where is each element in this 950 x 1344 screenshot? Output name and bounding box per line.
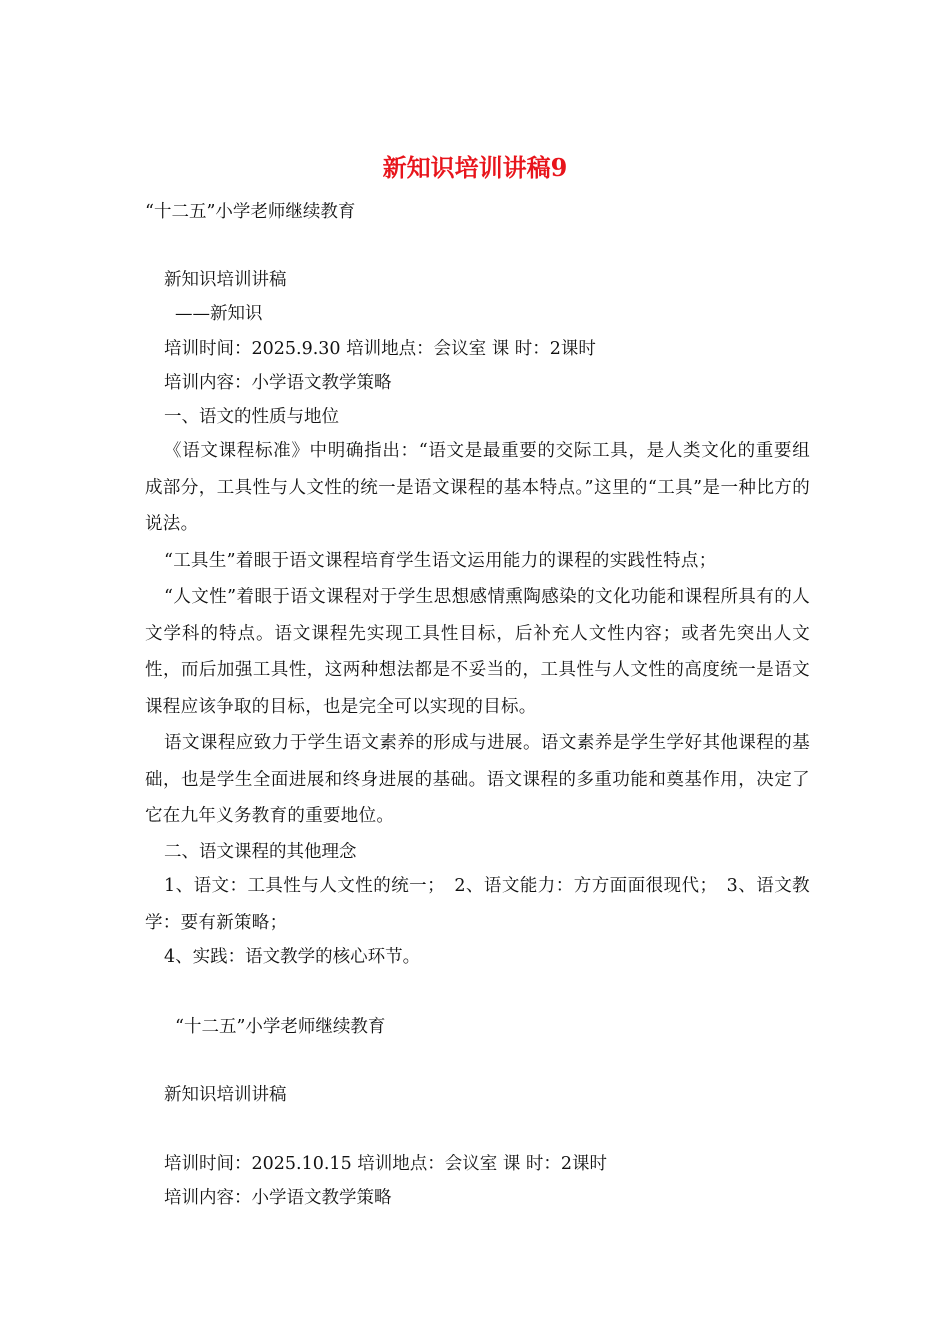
section2-content: 培训内容：小学语文教学策略 [164,1188,392,1208]
section2-schedule: 培训时间：2025.10.15 培训地点：会议室 课 时：2课时 [164,1154,608,1174]
part1-heading: 一、语文的性质与地位 [164,407,339,427]
paragraph-5: 1、语文：工具性与人文性的统一； 2、语文能力：方方面面很现代； 3、语文教学：要有新策略； [145,876,810,933]
section1-schedule: 培训时间：2025.9.30 培训地点：会议室 课 时：2课时 [164,339,596,359]
part2-heading: 二、语文课程的其他理念 [164,842,357,862]
paragraph-2: “工具生”着眼于语文课程培育学生语文运用能力的课程的实践性特点； [164,551,717,571]
section1-topic: ——新知识 [175,304,263,324]
paragraph-1: 《语文课程标准》中明确指出：“语文是最重要的交际工具，是人类文化的重要组成部分，工具性与人文性的统一是语文课程的基本特点。”这里的“工具”是一种比方的说法。 [145,441,810,534]
section1-heading: “十二五”小学老师继续教育 [145,202,356,222]
section1-subtitle: 新知识培训讲稿 [164,270,287,290]
section1-content: 培训内容：小学语文教学策略 [164,373,392,393]
document-title: 新知识培训讲稿9 [382,153,568,182]
section2-heading: “十二五”小学老师继续教育 [175,1017,386,1037]
paragraph-4: 语文课程应致力于学生语文素养的形成与进展。语文素养是学生学好其他课程的基础，也是学生全面进展和终身进展的基础。语文课程的多重功能和奠基作用，决定了它在九年义务教育的重要地位。 [145,733,810,826]
section2-subtitle: 新知识培训讲稿 [164,1085,287,1105]
paragraph-3: “人文性”着眼于语文课程对于学生思想感情熏陶感染的文化功能和课程所具有的人文学科的特点。语文课程先实现工具性目标，后补充人文性内容；或者先突出人文性，而后加强工具性，这两种想法都是不妥当的，工具性与人文性的高度统一是语文课程应该争取的目标，也是完全可以实现的目标。 [145,587,810,717]
paragraph-6: 4、实践：语文教学的核心环节。 [164,947,421,967]
